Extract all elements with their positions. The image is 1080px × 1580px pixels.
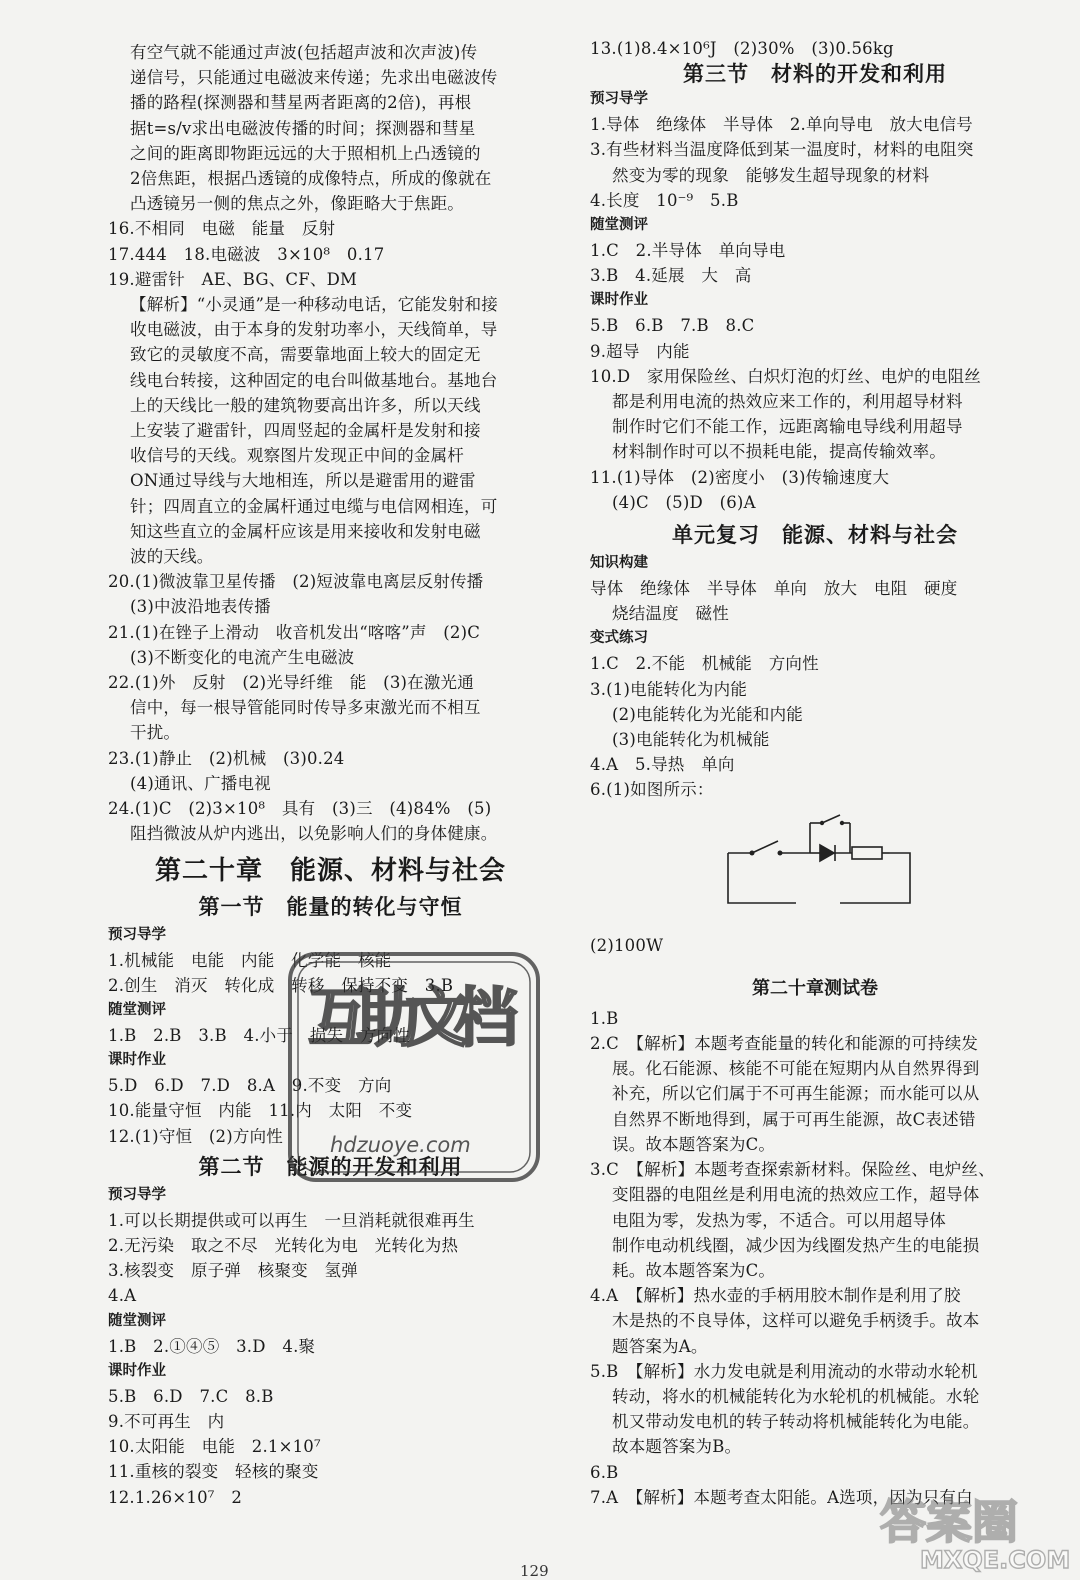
subsection-heading: 课时作业 (108, 1362, 166, 1379)
answer-line: 10.D 家用保险丝、白炽灯泡的灯丝、电炉的电阻丝 (590, 366, 981, 386)
watermark-url: MXQE.COM (920, 1546, 1071, 1574)
test-answer-line: 2.C 【解析】本题考查能量的转化和能源的可持续发 (590, 1034, 979, 1054)
answer-line: 23.(1)静止 (2)机械 (3)0.24 (108, 748, 345, 768)
subsection-heading: 变式练习 (590, 630, 648, 647)
answer-line: 4.长度 10⁻⁹ 5.B (590, 190, 739, 210)
watermark-text: 答案圈 (880, 1495, 1018, 1549)
answer-line: 5.D 6.D 7.D 8.A 9.不变 方向 (108, 1076, 392, 1096)
answer-line: 2.创生 消灭 转化成 转移 保持不变 3.B (108, 975, 454, 995)
answer-line: 1.B 2.①④⑤ 3.D 4.聚 (108, 1336, 316, 1356)
analysis-line: 知这些直立的金属杆应该是用来接收和发射电磁 (130, 521, 481, 541)
subsection-heading: 课时作业 (590, 292, 648, 309)
review-body (590, 551, 1040, 803)
analysis-line: 收电磁波，由于本身的发射功率小，天线简单，导 (130, 320, 498, 340)
subsection-heading: 知识构建 (590, 555, 648, 572)
answer-line: 5.B 6.D 7.C 8.B (108, 1386, 274, 1406)
answer-line: 都是利用电流的热效应来工作的，利用超导材料 (612, 392, 963, 412)
section2-title: 第二节 能源的开发和利用 (198, 1154, 463, 1179)
hdzuoye-stamp (286, 948, 544, 1186)
subsection-heading: 预习导学 (108, 1186, 166, 1203)
section3-body (590, 87, 1040, 515)
answer-line: 4.A 5.导热 单向 (590, 755, 735, 775)
test-answer-line: 耗。故本题答案为C。 (612, 1260, 776, 1280)
answer-line: 5.B 6.B 7.B 8.C (590, 316, 755, 336)
subsection-heading: 随堂测评 (590, 217, 648, 234)
test-answer-line: 变阻器的电阻丝是利用电流的热效应工作，超导体 (612, 1185, 980, 1205)
test-answer-line: 电阻为零，发热为零，不适合。可以用超导体 (612, 1210, 946, 1230)
analysis-line: 线电台转接，这种固定的电台叫做基地台。基地台 (130, 370, 498, 390)
answer-q13: 13.(1)8.4×10⁶J (2)30% (3)0.56kg (590, 39, 894, 58)
subsection-heading: 随堂测评 (108, 1001, 166, 1018)
stamp-text: 互助文档 (308, 982, 518, 1056)
test-answer-line: 自然界不断地得到，属于可再生能源，故C表述错 (612, 1109, 976, 1129)
q15-analysis (108, 40, 553, 216)
test-answer-line: 制作电动机线圈，减少因为线圈发热产生的电能损 (612, 1235, 980, 1255)
answer-line: 3.(1)电能转化为内能 (590, 679, 748, 699)
answer-line: (3)中波沿地表传播 (130, 597, 271, 617)
answer-line: 1.导体 绝缘体 半导体 2.单向导电 放大电信号 (590, 115, 973, 135)
test-answer-line: 题答案为A。 (612, 1336, 708, 1356)
answer-line: (4)通讯、广播电视 (130, 773, 271, 793)
analysis-line: 2倍焦距，根据凸透镜的成像特点，所成的像就在 (130, 169, 492, 189)
answer-line: 材料制作时可以不损耗电能，提高传输效率。 (612, 442, 946, 462)
answer-q24 (108, 796, 553, 846)
analysis-line: 有空气就不能通过声波(包括超声波和次声波)传 (130, 43, 478, 62)
analysis-line: 据t=s/v求出电磁波传播的时间；探测器和彗星 (130, 118, 476, 138)
circuit-svg (700, 803, 1000, 931)
answer-line: (3)不断变化的电流产生电磁波 (130, 647, 355, 667)
answer-line: 烧结温度 磁性 (612, 604, 729, 624)
analysis-line: 波的天线。 (130, 547, 214, 567)
circuit-diagram (590, 803, 1040, 933)
subsection-heading: 预习导学 (590, 91, 648, 108)
answer-line: 信中，每一根导管能同时传导多束激光而不相互 (130, 698, 481, 718)
answer-q21 (108, 620, 553, 670)
analysis-line: 收信号的天线。观察图片发现正中间的金属杆 (130, 446, 464, 466)
test-answer-line: 展。化石能源、核能不可能在短期内从自然界得到 (612, 1059, 980, 1079)
analysis-line: 之间的距离即物距远远的大于照相机上凸透镜的 (130, 143, 481, 163)
answer-line: 4.A (108, 1286, 137, 1306)
answer-line: (2)电能转化为光能和内能 (612, 704, 803, 724)
left-column (108, 40, 553, 1510)
answer-line: 1.C 2.不能 机械能 方向性 (590, 654, 819, 674)
q19-analysis (108, 292, 553, 569)
answer-line: 导体 绝缘体 半导体 单向 放大 电阻 硬度 (590, 579, 958, 599)
section2-body (108, 1183, 553, 1510)
answer-line: (2)100W (590, 935, 664, 955)
answer-line: 6.(1)如图所示： (590, 780, 714, 800)
mxqe-watermark (876, 1490, 1074, 1574)
test-body (590, 1006, 1040, 1510)
answer-line: 1.可以长期提供或可以再生 一旦消耗就很难再生 (108, 1210, 475, 1230)
chapter-title: 第二十章 能源、材料与社会 (154, 855, 506, 886)
review-title: 单元复习 能源、材料与社会 (672, 523, 958, 548)
test-answer-line: 故本题答案为B。 (612, 1437, 742, 1457)
analysis-line: 上安装了避雷针，四周竖起的金属杆是发射和接 (130, 421, 481, 441)
test-answer-line: 误。故本题答案为C。 (612, 1134, 776, 1154)
test-answer-line: 补充，所以它们属于不可再生能源；而水能可以从 (612, 1084, 980, 1104)
answer-line: 制作时它们不能工作，远距离输电导线利用超导 (612, 417, 963, 437)
answer-line: 1.C 2.半导体 单向导电 (590, 241, 786, 261)
test-answer-line: 3.C 【解析】本题考查探索新材料。保险丝、电炉丝、 (590, 1160, 995, 1180)
section3-title: 第三节 材料的开发和利用 (683, 62, 947, 87)
test-answer-line: 6.B (590, 1462, 619, 1482)
answer-line: 10.太阳能 电能 2.1×10⁷ (108, 1437, 321, 1457)
answer-line: 2.无污染 取之不尽 光转化为电 光转化为热 (108, 1235, 459, 1255)
analysis-line: 播的路程(探测器和彗星两者距离的2倍)，再根 (130, 93, 472, 113)
answer-line: 12.(1)守恒 (2)方向性 (108, 1126, 283, 1146)
analysis-line: 上的天线比一般的建筑物要高出许多，所以天线 (130, 395, 481, 415)
answer-line: 干扰。 (130, 723, 181, 743)
answer-line: 9.不可再生 内 (108, 1411, 225, 1431)
answer-line: (3)电能转化为机械能 (612, 730, 770, 750)
test-answer-line: 木是热的不良导体，这样可以避免手柄烫手。故本 (612, 1311, 980, 1331)
test-answer-line: 转动，将水的机械能转化为水轮机的机械能。水轮 (612, 1386, 980, 1406)
analysis-line: 凸透镜另一侧的焦点之外，像距略大于焦距。 (130, 194, 464, 214)
answer-line: 11.重核的裂变 轻核的聚变 (108, 1462, 319, 1482)
answer-line: 9.超导 内能 (590, 341, 690, 361)
answer-line: 3.核裂变 原子弹 核聚变 氢弹 (108, 1261, 358, 1281)
answer-line: 1.机械能 电能 内能 化学能 核能 (108, 950, 392, 970)
answer-line: 24.(1)C (2)3×10⁸ 具有 (3)三 (4)84% (5) (108, 799, 492, 819)
analysis-line: 递信号，只能通过电磁波来传递；先求出电磁波传 (130, 68, 498, 88)
review-after (590, 933, 1040, 958)
answer-line: (4)C (5)D (6)A (612, 492, 756, 512)
page-number: 129 (520, 1562, 549, 1580)
answer-q19: 19.避雷针 AE、BG、CF、DM (108, 269, 358, 289)
answer-line: 1.B 2.B 3.B 4.小于 损失 方向性 (108, 1025, 410, 1045)
subsection-heading: 随堂测评 (108, 1312, 166, 1329)
analysis-line: ON通过导线与大地相连，所以是避雷用的避雷 (130, 471, 476, 491)
answer-q17-q18: 17.444 18.电磁波 3×10⁸ 0.17 (108, 244, 385, 264)
analysis-line: 针；四周直立的金属杆通过电缆与电信网相连，可 (130, 496, 498, 516)
right-column (590, 39, 1040, 1510)
answer-line: 12.1.26×10⁷ 2 (108, 1487, 243, 1507)
answer-line: 20.(1)微波靠卫星传播 (2)短波靠电离层反射传播 (108, 572, 484, 592)
answer-q23 (108, 746, 553, 796)
test-answer-line: 7.A 【解析】本题考查太阳能。A选项，因为只有白 (590, 1487, 973, 1507)
answer-q20 (108, 569, 553, 619)
answer-q22 (108, 670, 553, 746)
answer-line: 10.能量守恒 内能 11.内 太阳 不变 (108, 1101, 413, 1121)
test-answer-line: 机又带动发电机的转子转动将机械能转化为电能。 (612, 1412, 980, 1432)
stamp-url: hdzuoye.com (330, 1133, 471, 1157)
answer-line: 3.B 4.延展 大 高 (590, 266, 752, 286)
section1-title: 第一节 能量的转化与守恒 (198, 894, 463, 919)
answer-line: 然变为零的现象 能够发生超导现象的材料 (612, 165, 930, 185)
test-title: 第二十章测试卷 (752, 977, 878, 999)
subsection-heading: 预习导学 (108, 926, 166, 943)
answer-line: 21.(1)在锉子上滑动 收音机发出“喀喀”声 (2)C (108, 622, 481, 642)
answer-line: 22.(1)外 反射 (2)光导纤维 能 (3)在激光通 (108, 673, 474, 693)
subsection-heading: 课时作业 (108, 1052, 166, 1069)
answer-q16: 16.不相同 电磁 能量 反射 (108, 219, 336, 239)
answer-line: 11.(1)导体 (2)密度小 (3)传输速度大 (590, 467, 890, 487)
test-answer-line: 4.A 【解析】热水壶的手柄用胶木制作是利用了胶 (590, 1286, 961, 1306)
test-answer-line: 5.B 【解析】水力发电就是利用流动的水带动水轮机 (590, 1361, 978, 1381)
analysis-line: 【解析】“小灵通”是一种移动电话，它能发射和接 (130, 295, 498, 315)
test-answer-line: 1.B (590, 1008, 619, 1028)
answer-line: 3.有些材料当温度降低到某一温度时，材料的电阻突 (590, 140, 974, 160)
answer-line: 阻挡微波从炉内逃出，以免影响人们的身体健康。 (130, 824, 498, 844)
analysis-line: 致它的灵敏度不高，需要靠地面上较大的固定无 (130, 345, 481, 365)
